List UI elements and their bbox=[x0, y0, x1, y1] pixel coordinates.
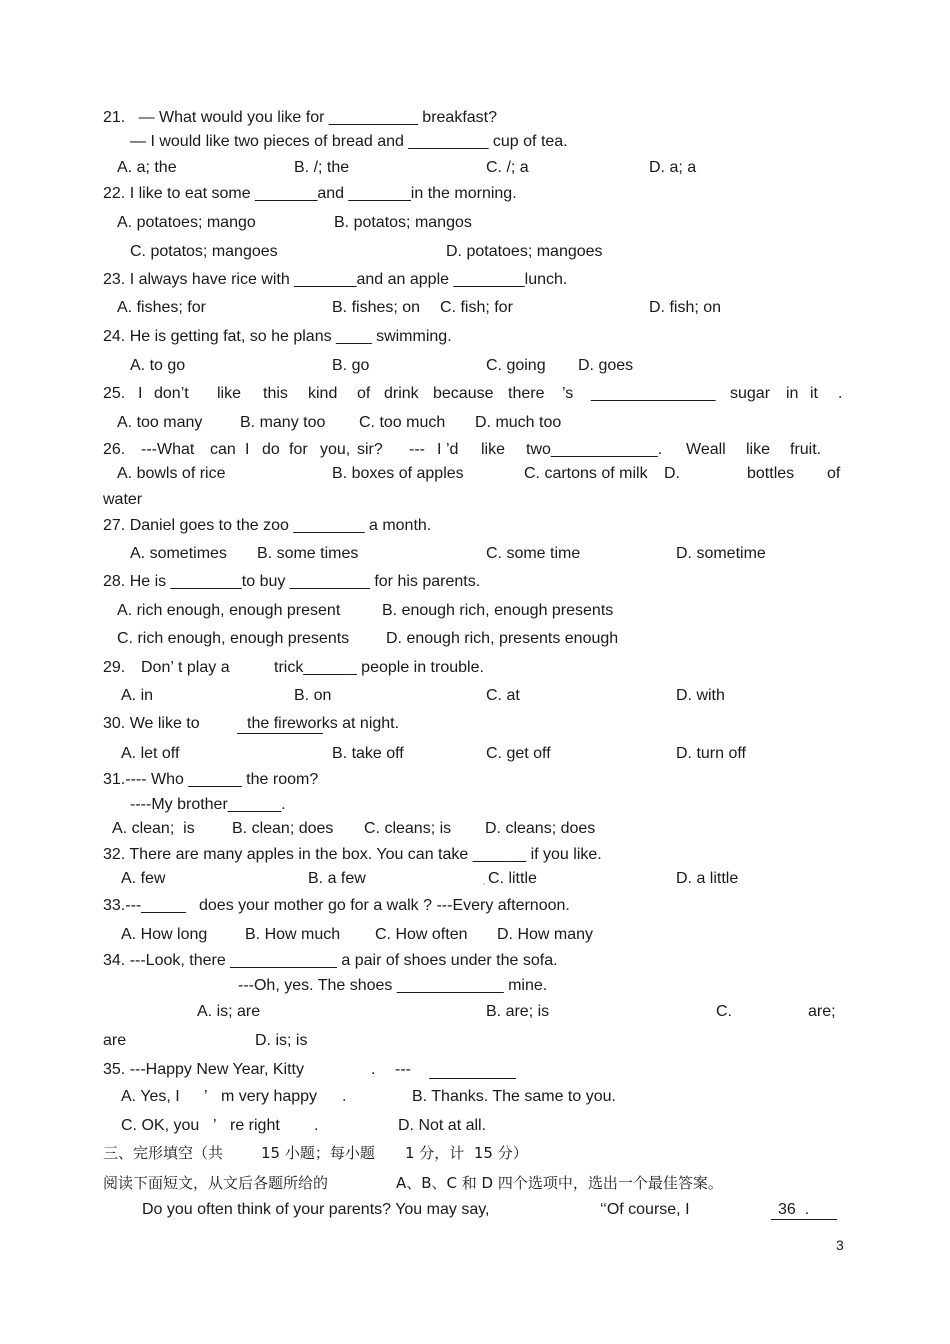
question-24-stem: 24. He is getting fat, so he plans ____ swimming. bbox=[103, 328, 452, 345]
question-26-word: you, bbox=[320, 441, 351, 458]
question-31-option-d: D. cleans; does bbox=[485, 820, 596, 837]
question-25-word: of bbox=[357, 385, 371, 402]
question-26-option-d-word: bottles bbox=[747, 465, 795, 482]
question-26-option-d: D. bbox=[664, 465, 680, 482]
question-30-stem: 30. We like to bbox=[103, 715, 200, 732]
question-35-option-a: A. Yes, I bbox=[121, 1088, 180, 1105]
question-28-stem: 28. He is ________to buy _________ for his parents. bbox=[103, 573, 481, 590]
question-30-option-b: B. take off bbox=[332, 745, 404, 762]
question-27-option-c: C. some time bbox=[486, 545, 581, 562]
question-30-option-a: A. let off bbox=[121, 745, 180, 762]
question-25-word: in bbox=[786, 385, 799, 402]
question-28-option-b: B. enough rich, enough presents bbox=[382, 602, 614, 619]
question-30-option-d: D. turn off bbox=[676, 745, 746, 762]
question-25-period: . bbox=[838, 385, 843, 402]
question-21-option-d: D. a; a bbox=[649, 159, 697, 176]
question-33-stem-rest: does your mother go for a walk ? ---Every afternoon. bbox=[199, 897, 570, 914]
question-30-option-c: C. get off bbox=[486, 745, 551, 762]
question-32-option-a: A. few bbox=[121, 870, 166, 887]
question-25-word: because bbox=[433, 385, 494, 402]
question-29-option-d: D. with bbox=[676, 687, 725, 704]
question-26-option-c: C. cartons of milk bbox=[524, 465, 648, 482]
question-25-word: sugar bbox=[730, 385, 771, 402]
question-31-option-c: C. cleans; is bbox=[364, 820, 452, 837]
question-32-option-b: B. a few bbox=[308, 870, 366, 887]
question-24-option-b: B. go bbox=[332, 357, 370, 374]
question-32-option-d: D. a little bbox=[676, 870, 739, 887]
question-25-word: I bbox=[138, 385, 143, 402]
question-26-option-d-word: of bbox=[827, 465, 841, 482]
question-29-number: 29. bbox=[103, 659, 126, 676]
question-35-blank-underline bbox=[429, 1078, 516, 1079]
question-24-option-a: A. to go bbox=[130, 357, 186, 374]
question-34-option-b: B. are; is bbox=[486, 1003, 550, 1020]
page-number: 3 bbox=[836, 1237, 844, 1253]
question-29-word: t play a bbox=[178, 659, 230, 676]
section-3-instruction: 阅读下面短文，从文后各题所给的 bbox=[103, 1174, 329, 1192]
question-26-word: do bbox=[262, 441, 280, 458]
question-26-word: for bbox=[289, 441, 308, 458]
question-29-stem-rest: trick______ people in trouble. bbox=[274, 659, 484, 676]
question-21-option-a: A. a; the bbox=[117, 159, 177, 176]
question-25-number: 25. bbox=[103, 385, 126, 402]
question-27-option-a: A. sometimes bbox=[130, 545, 227, 562]
question-31-stem: 31.---- Who ______ the room? bbox=[103, 771, 319, 788]
passage-blank-36-underline bbox=[771, 1219, 837, 1220]
question-21-stem: 21. — What would you like for __________ breakfast? bbox=[103, 109, 498, 126]
question-23-option-d: D. fish; on bbox=[649, 299, 722, 316]
question-23-option-b: B. fishes; on bbox=[332, 299, 421, 316]
question-25-blank: ______________ bbox=[591, 385, 716, 402]
question-25-option-c: C. too much bbox=[359, 414, 446, 431]
passage-quote: ‘‘Of course, I bbox=[600, 1201, 690, 1218]
question-25-word: ’s bbox=[562, 385, 574, 402]
question-23-option-c: C. fish; for bbox=[440, 299, 513, 316]
question-28-option-d: D. enough rich, presents enough bbox=[386, 630, 619, 647]
question-25-option-a: A. too many bbox=[117, 414, 203, 431]
section-3-title: 三、完形填空（共 bbox=[103, 1144, 224, 1162]
question-26-word: sir? bbox=[357, 441, 383, 458]
question-26-option-d-wrap: water bbox=[103, 491, 143, 508]
section-3-title-score: 1 分，计 15 分） bbox=[405, 1144, 528, 1162]
question-34-option-a: A. is; are bbox=[197, 1003, 261, 1020]
question-22-option-a: A. potatoes; mango bbox=[117, 214, 256, 231]
question-21-option-c: C. /; a bbox=[486, 159, 529, 176]
question-23-option-a: A. fishes; for bbox=[117, 299, 206, 316]
question-22-option-b: B. potatos; mangos bbox=[334, 214, 472, 231]
question-26-word: --- bbox=[409, 441, 425, 458]
question-30-stem-rest: the fireworks at night. bbox=[247, 715, 400, 732]
question-33-option-a: A. How long bbox=[121, 926, 208, 943]
question-29-option-b: B. on bbox=[294, 687, 332, 704]
question-35-option-c: C. OK, you bbox=[121, 1117, 200, 1134]
question-26-word: like bbox=[481, 441, 506, 458]
question-28-option-c: C. rich enough, enough presents bbox=[117, 630, 350, 647]
passage-blank-36: 36 . bbox=[778, 1201, 810, 1218]
question-26-blank: two____________. bbox=[526, 441, 663, 458]
question-26-number: 26. bbox=[103, 441, 126, 458]
question-30-blank-underline bbox=[237, 733, 323, 734]
question-24-option-d: D. goes bbox=[578, 357, 634, 374]
question-22-stem: 22. I like to eat some _______and _______in the morning. bbox=[103, 185, 517, 202]
question-26-word: like bbox=[746, 441, 771, 458]
question-33-option-b: B. How much bbox=[245, 926, 341, 943]
question-25-word: don’t bbox=[154, 385, 189, 402]
question-29-option-a: A. in bbox=[121, 687, 154, 704]
question-27-stem: 27. Daniel goes to the zoo ________ a month. bbox=[103, 517, 432, 534]
question-35-option-a-period: . bbox=[342, 1088, 347, 1105]
question-33-option-c: C. How often bbox=[375, 926, 468, 943]
question-33-stem: 33.---_____ bbox=[103, 897, 186, 914]
section-3-instruction-rest: A、B、C 和 D 四个选项中，选出一个最佳答案。 bbox=[396, 1174, 723, 1192]
question-33-option-d: D. How many bbox=[497, 926, 594, 943]
question-32-option-c: C. little bbox=[488, 870, 537, 887]
question-23-stem: 23. I always have rice with _______and an apple ________lunch. bbox=[103, 271, 568, 288]
question-26-option-b: B. boxes of apples bbox=[332, 465, 464, 482]
question-35-option-a-rest: m very happy bbox=[221, 1088, 318, 1105]
question-22-option-d: D. potatoes; mangoes bbox=[446, 243, 603, 260]
question-26-word: I bbox=[245, 441, 250, 458]
question-32-stem: 32. There are many apples in the box. You can take ______ if you like. bbox=[103, 846, 602, 863]
question-29-option-c: C. at bbox=[486, 687, 520, 704]
question-35-option-c-apostrophe: ’ bbox=[213, 1117, 217, 1134]
question-35-stem: 35. ---Happy New Year, Kitty bbox=[103, 1061, 304, 1078]
question-34-stem-2: ---Oh, yes. The shoes ____________ mine. bbox=[238, 977, 548, 994]
question-31-option-a: A. clean; is bbox=[112, 820, 195, 837]
question-35-period: . bbox=[371, 1061, 376, 1078]
question-26-word: can bbox=[210, 441, 236, 458]
stray-dot: . bbox=[482, 874, 486, 888]
question-31-stem-2: ----My brother______. bbox=[130, 796, 286, 813]
question-27-option-d: D. sometime bbox=[676, 545, 766, 562]
question-25-word: drink bbox=[384, 385, 419, 402]
question-29-word: Don’ bbox=[141, 659, 174, 676]
question-26-word: ’d bbox=[446, 441, 459, 458]
question-35-option-a-apostrophe: ’ bbox=[204, 1088, 208, 1105]
question-34-option-c: C. bbox=[716, 1003, 732, 1020]
question-22-option-c: C. potatos; mangoes bbox=[130, 243, 278, 260]
question-35-dashes: --- bbox=[395, 1061, 411, 1078]
question-25-word: kind bbox=[308, 385, 338, 402]
question-25-option-d: D. much too bbox=[475, 414, 562, 431]
question-34-option-c-wrap: are bbox=[103, 1032, 127, 1049]
question-25-word: there bbox=[508, 385, 545, 402]
question-25-option-b: B. many too bbox=[240, 414, 326, 431]
question-25-word: this bbox=[263, 385, 288, 402]
question-26-option-a: A. bowls of rice bbox=[117, 465, 226, 482]
question-24-option-c: C. going bbox=[486, 357, 546, 374]
question-28-option-a: A. rich enough, enough present bbox=[117, 602, 341, 619]
question-35-option-c-period: . bbox=[314, 1117, 319, 1134]
question-34-option-d: D. is; is bbox=[255, 1032, 308, 1049]
question-35-option-d: D. Not at all. bbox=[398, 1117, 487, 1134]
question-31-option-b: B. clean; does bbox=[232, 820, 334, 837]
question-27-option-b: B. some times bbox=[257, 545, 359, 562]
question-21-option-b: B. /; the bbox=[294, 159, 350, 176]
question-34-stem: 34. ---Look, there ____________ a pair of shoes under the sofa. bbox=[103, 952, 558, 969]
question-26-word: Weall bbox=[686, 441, 726, 458]
question-26-word: I bbox=[437, 441, 442, 458]
question-21-stem-2: — I would like two pieces of bread and _________ cup of tea. bbox=[130, 133, 568, 150]
question-35-option-c-rest: re right bbox=[230, 1117, 280, 1134]
question-34-option-c-word: are; bbox=[808, 1003, 836, 1020]
question-25-word: it bbox=[810, 385, 818, 402]
question-35-option-b: B. Thanks. The same to you. bbox=[412, 1088, 616, 1105]
question-26-word: ---What bbox=[141, 441, 195, 458]
question-25-word: like bbox=[217, 385, 242, 402]
question-26-word: fruit. bbox=[790, 441, 822, 458]
passage-first-line: Do you often think of your parents? You may say, bbox=[142, 1201, 490, 1218]
section-3-title-count: 15 小题；每小题 bbox=[261, 1144, 375, 1162]
